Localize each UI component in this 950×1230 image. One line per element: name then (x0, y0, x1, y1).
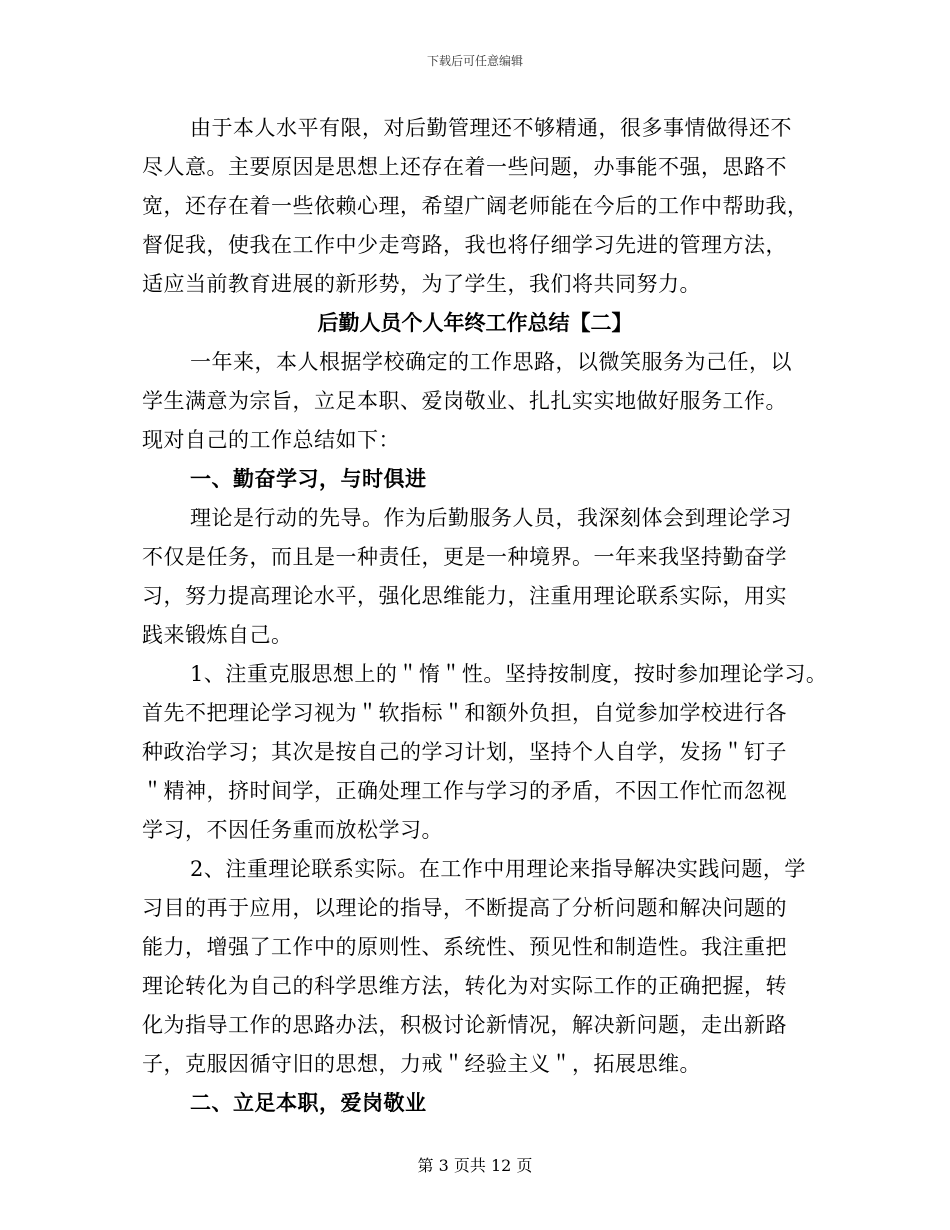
header-note: 下载后可任意编辑 (426, 54, 523, 68)
paragraph-line: 学习，不因任务重而放松学习。 (142, 818, 443, 842)
section-title: 后勤人员个人年终工作总结【二】 (317, 310, 633, 335)
paragraph-line: 由于本人水平有限，对后勤管理还不够精通，很多事情做得还不 (190, 116, 792, 140)
paragraph-line: ＂精神，挤时间学，正确处理工作与学习的矛盾，不因工作忙而忽视 (142, 779, 787, 803)
page-footer: 第 3 页共 12 页 (417, 1156, 533, 1175)
paragraph-line: 1、注重克服思想上的＂惰＂性。坚持按制度，按时参加理论学习。 (190, 662, 828, 686)
paragraph-line: 践来锻炼自己。 (142, 623, 293, 647)
paragraph-line: 现对自己的工作总结如下： (142, 428, 400, 452)
paragraph-line: 化为指导工作的思路办法，积极讨论新情况，解决新问题，走出新路 (142, 1013, 787, 1037)
paragraph-line: 子，克服因循守旧的思想，力戒＂经验主义＂，拓展思维。 (142, 1052, 701, 1076)
paragraph-line: 理论是行动的先导。作为后勤服务人员，我深刻体会到理论学习 (190, 506, 792, 530)
heading-2: 二、立足本职，爱岗敬业 (190, 1090, 427, 1115)
heading-1: 一、勤奋学习，与时俱进 (190, 466, 427, 491)
paragraph-line: 能力，增强了工作中的原则性、系统性、预见性和制造性。我注重把 (142, 935, 787, 959)
paragraph-line: 种政治学习；其次是按自己的学习计划，坚持个人自学，发扬＂钉子 (142, 740, 787, 764)
paragraph-line: 宽，还存在着一些依赖心理，希望广阔老师能在今后的工作中帮助我， (142, 194, 809, 218)
paragraph-line: 尽人意。主要原因是思想上还存在着一些问题，办事能不强，思路不 (142, 155, 787, 179)
paragraph-line: 督促我，使我在工作中少走弯路，我也将仔细学习先进的管理方法， (142, 233, 787, 257)
paragraph-line: 一年来，本人根据学校确定的工作思路，以微笑服务为己任，以 (190, 350, 792, 374)
paragraph-line: 适应当前教育进展的新形势，为了学生，我们将共同努力。 (142, 272, 701, 296)
paragraph-line: 学生满意为宗旨，立足本职、爱岗敬业、扎扎实实地做好服务工作。 (142, 389, 787, 413)
paragraph-line: 2、注重理论联系实际。在工作中用理论来指导解决实践问题，学 (190, 857, 806, 881)
paragraph-line: 首先不把理论学习视为＂软指标＂和额外负担，自觉参加学校进行各 (142, 701, 787, 725)
paragraph-line: 习目的再于应用，以理论的指导，不断提高了分析问题和解决问题的 (142, 896, 787, 920)
paragraph-line: 习，努力提高理论水平，强化思维能力，注重用理论联系实际，用实 (142, 584, 787, 608)
paragraph-line: 不仅是任务，而且是一种责任，更是一种境界。一年来我坚持勤奋学 (142, 545, 787, 569)
paragraph-line: 理论转化为自己的科学思维方法，转化为对实际工作的正确把握，转 (142, 974, 787, 998)
